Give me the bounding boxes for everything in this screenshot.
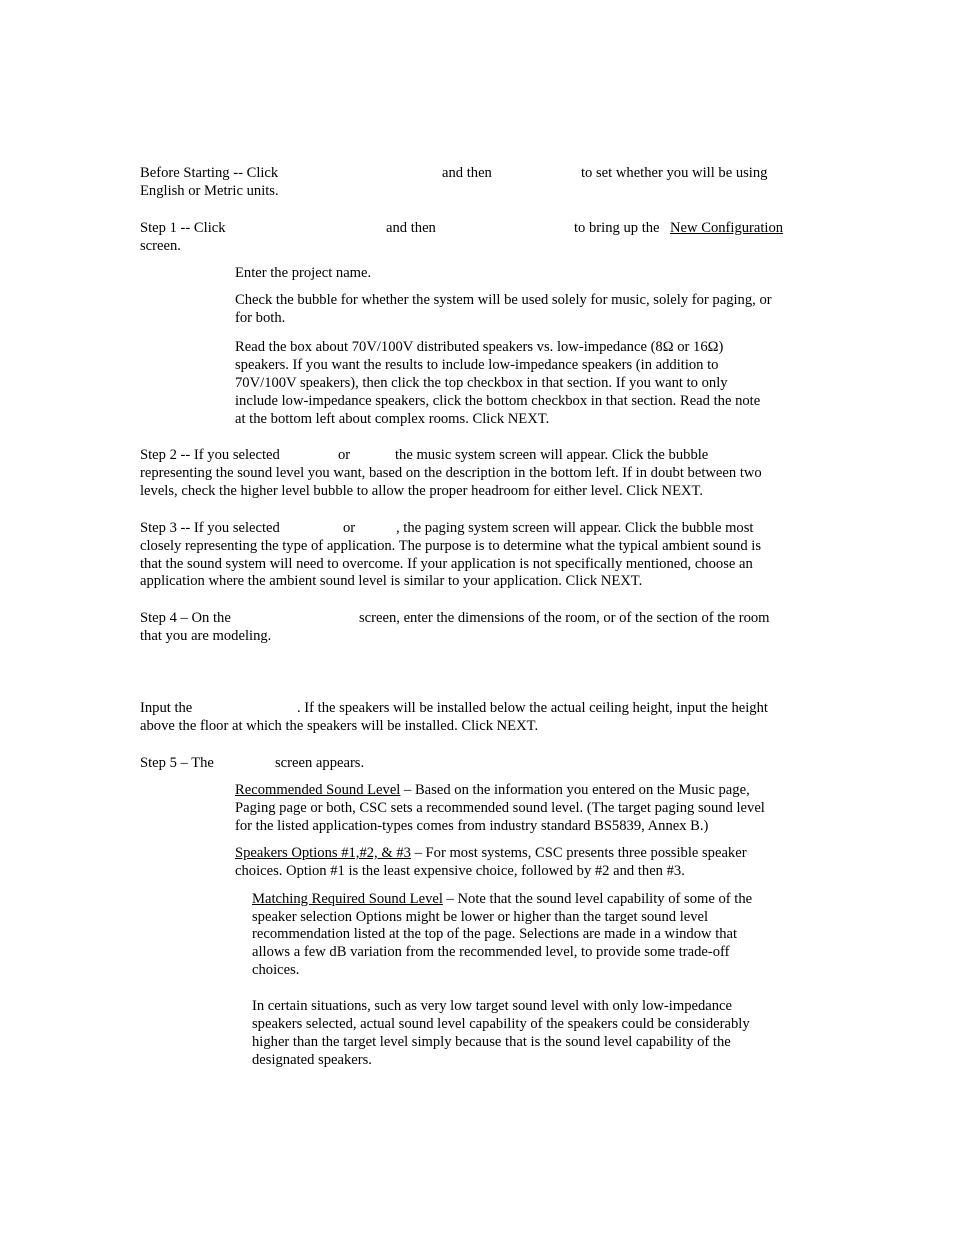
matching-sound-level-line-4: allows a few dB variation from the recommended level, to provide some trade-off bbox=[252, 944, 730, 960]
step-4-input-line-2: above the floor at which the speakers will be installed. Click NEXT. bbox=[140, 718, 539, 734]
step-2-text-c: the music system screen will appear. Click the bubble bbox=[395, 447, 709, 463]
certain-situations-line-4: designated speakers. bbox=[252, 1052, 372, 1068]
step-3-line-3: that the sound system will need to overcome. If your application is not specifically mentioned, choose an bbox=[140, 556, 753, 572]
matching-sound-level-line-5: choices. bbox=[252, 962, 300, 978]
recommended-sound-level-line-2: Paging page or both, CSC sets a recommended sound level. (The target paging sound level bbox=[235, 800, 765, 816]
step-1-box-line-1: Read the box about 70V/100V distributed speakers vs. low-impedance (8Ω or 16Ω) bbox=[235, 339, 724, 355]
step-5-text-a: Step 5 – The bbox=[140, 755, 214, 771]
step-2-line-2: representing the sound level you want, based on the description in the bottom left. If in doubt between two bbox=[140, 465, 762, 481]
step-4-input-text-a: Input the bbox=[140, 700, 193, 716]
step-3-line-2: closely representing the type of application. The purpose is to determine what the typical ambient sound is bbox=[140, 538, 762, 554]
before-starting-text-b: and then bbox=[442, 165, 492, 181]
speaker-options-title: Speakers Options #1,#2, & #3 bbox=[235, 845, 411, 861]
recommended-sound-level-line-1 bbox=[235, 781, 750, 799]
speaker-options-line-1 bbox=[235, 844, 747, 862]
speaker-options-text: – For most systems, CSC presents three possible speaker bbox=[410, 845, 747, 861]
matching-sound-level-title: Matching Required Sound Level bbox=[252, 891, 443, 907]
step-1-text-c: to bring up the bbox=[574, 220, 660, 236]
step-2-text-b: or bbox=[338, 447, 351, 463]
before-starting-line-2: English or Metric units. bbox=[140, 183, 279, 199]
step-3-line-4: application where the ambient sound level is similar to your application. Click NEXT. bbox=[140, 573, 643, 589]
before-starting-text-c: to set whether you will be using bbox=[581, 165, 768, 181]
step-1-box-line-4: include low-impedance speakers, click the bottom checkbox in that section. Read the note bbox=[235, 393, 761, 409]
certain-situations-line-2: speakers selected, actual sound level capability of the speakers could be considerably bbox=[252, 1016, 750, 1032]
step-1-line-2: screen. bbox=[140, 238, 181, 254]
step-1-bubble-line-2: for both. bbox=[235, 310, 286, 326]
step-4-text-a: Step 4 – On the bbox=[140, 610, 231, 626]
matching-sound-level-text: – Note that the sound level capability of some of the bbox=[442, 891, 753, 907]
matching-sound-level-line-1 bbox=[252, 890, 752, 908]
before-starting-text-a: Before Starting -- Click bbox=[140, 165, 279, 181]
step-5-text-b: screen appears. bbox=[275, 755, 365, 771]
step-3-text-c: , the paging system screen will appear. Click the bubble most bbox=[396, 520, 754, 536]
matching-sound-level-line-3: recommendation listed at the top of the page. Selections are made in a window that bbox=[252, 926, 738, 942]
recommended-sound-level-line-3: for the listed application-types comes from industry standard BS5839, Annex B.) bbox=[235, 818, 709, 834]
speaker-options-line-2: choices. Option #1 is the least expensive choice, followed by #2 and then #3. bbox=[235, 863, 685, 879]
step-1-project-name: Enter the project name. bbox=[235, 265, 372, 281]
certain-situations-line-3: higher than the target level simply because that is the sound level capability of the bbox=[252, 1034, 731, 1050]
recommended-sound-level-title: Recommended Sound Level bbox=[235, 782, 401, 798]
step-3-text-a: Step 3 -- If you selected bbox=[140, 520, 280, 536]
step-2-line-3: levels, check the higher level bubble to allow the proper headroom for either level. Click NEXT. bbox=[140, 483, 704, 499]
step-4-text-b: screen, enter the dimensions of the room, or of the section of the room bbox=[359, 610, 770, 626]
step-2-text-a: Step 2 -- If you selected bbox=[140, 447, 280, 463]
step-4-input-text-b: . If the speakers will be installed below the actual ceiling height, input the height bbox=[297, 700, 768, 716]
step-1-text-b: and then bbox=[386, 220, 436, 236]
step-1-bubble-line-1: Check the bubble for whether the system will be used solely for music, solely for paging, or bbox=[235, 292, 772, 308]
step-1-box-line-3: 70V/100V speakers), then click the top checkbox in that section. If you want to only bbox=[235, 375, 728, 391]
matching-sound-level-line-2: speaker selection Options might be lower or higher than the target sound level bbox=[252, 909, 709, 925]
step-3-text-b: or bbox=[343, 520, 356, 536]
step-4-line-2: that you are modeling. bbox=[140, 628, 272, 644]
recommended-sound-level-text: – Based on the information you entered on the Music page, bbox=[400, 782, 750, 798]
step-1-box-line-5: at the bottom left about complex rooms. Click NEXT. bbox=[235, 411, 550, 427]
step-1-text-a: Step 1 -- Click bbox=[140, 220, 226, 236]
step-1-box-line-2: speakers. If you want the results to include low-impedance speakers (in addition to bbox=[235, 357, 719, 373]
new-configuration-link: New Configuration bbox=[670, 220, 784, 236]
certain-situations-line-1: In certain situations, such as very low target sound level with only low-impedance bbox=[252, 998, 732, 1014]
